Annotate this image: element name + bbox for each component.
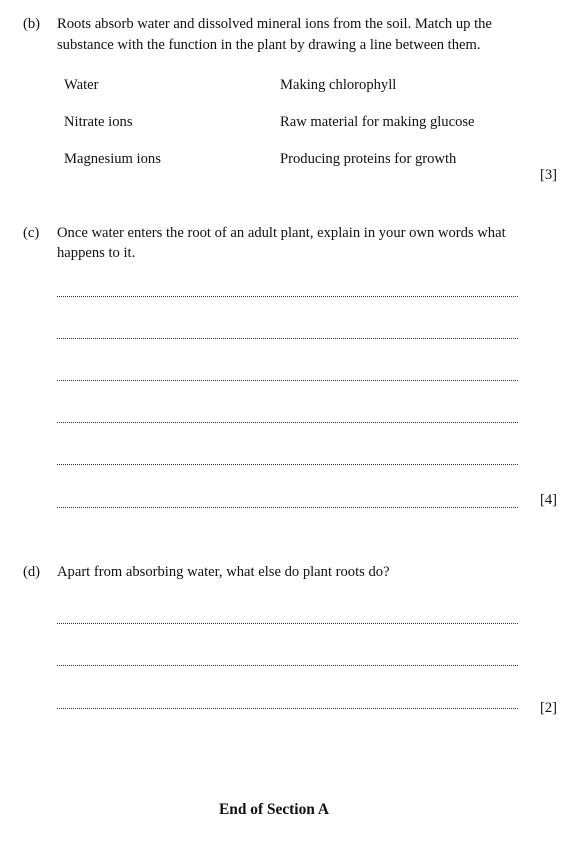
substance-magnesium-ions[interactable]: Magnesium ions <box>64 151 161 167</box>
answer-line-c-2[interactable] <box>57 338 518 339</box>
question-label-b: (b) <box>23 16 41 32</box>
marks-c: [4] <box>539 492 557 508</box>
question-c-text-line-1: Once water enters the root of an adult plant, explain in your own words what <box>57 225 506 241</box>
answer-line-d-2[interactable] <box>57 665 518 666</box>
substance-water[interactable]: Water <box>64 77 99 93</box>
question-b-text-line-2: substance with the function in the plant by drawing a line between them. <box>57 37 481 53</box>
answer-line-c-1[interactable] <box>57 296 518 297</box>
answer-line-c-3[interactable] <box>57 380 518 381</box>
question-label-c: (c) <box>23 225 40 241</box>
answer-line-d-3[interactable] <box>57 708 518 709</box>
marks-d: [2] <box>539 700 557 716</box>
function-making-chlorophyll[interactable]: Making chlorophyll <box>280 77 397 93</box>
substance-nitrate-ions[interactable]: Nitrate ions <box>64 114 133 130</box>
answer-line-d-1[interactable] <box>57 623 518 624</box>
marks-b: [3] <box>539 167 557 183</box>
question-b-text-line-1: Roots absorb water and dissolved mineral ions from the soil. Match up the <box>57 16 492 32</box>
question-c-text-line-2: happens to it. <box>57 245 136 261</box>
question-label-d: (d) <box>23 564 41 580</box>
function-raw-material-glucose[interactable]: Raw material for making glucose <box>280 114 475 130</box>
answer-line-c-4[interactable] <box>57 422 518 423</box>
section-end-footer: End of Section A <box>219 801 329 818</box>
answer-line-c-5[interactable] <box>57 464 518 465</box>
question-d-text-line-1: Apart from absorbing water, what else do plant roots do? <box>57 564 390 580</box>
function-producing-proteins[interactable]: Producing proteins for growth <box>280 151 457 167</box>
answer-line-c-6[interactable] <box>57 507 518 508</box>
